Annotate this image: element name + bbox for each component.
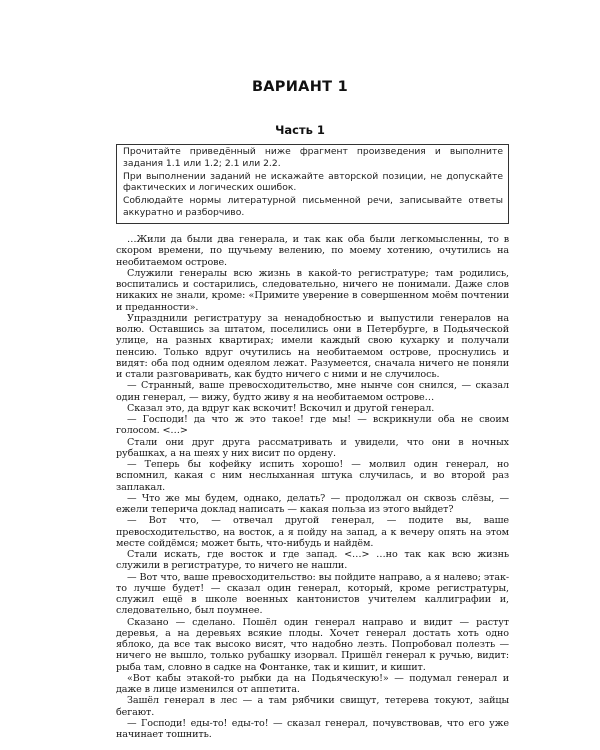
instruction-text: При выполнении заданий не искажайте авторской позиции, не допускайте фактических и логических ошибок. — [123, 170, 503, 194]
paragraph: …Жили да были два генерала, и так как оба были легкомысленны, то в скором времени, по щучьему велению, по моему хотению, очутились на необитаемом острове. — [116, 234, 509, 268]
paragraph: — Господи! еды-то! еды-то! — сказал генерал, почувствовав, что его уже начинает тошнить. — [116, 717, 509, 740]
paragraph: — Господи! да что ж это такое! где мы! — вскрикнули оба не своим голосом. <…> — [116, 414, 509, 437]
paragraph: Стали они друг друга рассматривать и увидели, что они в ночных рубашках, а на шеях у них висит по ордену. — [116, 436, 509, 459]
paragraph: Служили генералы всю жизнь в какой-то регистратуре; там родились, воспитались и состарились, следовательно, ничего не понимали. Даже слов никаких не знали, кроме: «Примите уверение в совершенном моём почтении и преданности». — [116, 267, 509, 313]
paragraph: Упразднили регистратуру за ненадобностью и выпустили генералов на волю. Оставшись за штатом, поселились они в Петербурге, в Подьяческой улице, на разных квартирах; имели каждый свою кухарку и получали пенсию. Только вдруг очутились на необитаемом острове, проснулись и видят: оба под одним одеялом лежат. Разумеется, сначала ничего не поняли и стали разговаривать, как будто ничего с ними и не случилось. — [116, 312, 509, 380]
paragraph: Стали искать, где восток и где запад. <…> …но так как всю жизнь служили в регистратуре, то ничего не нашли. — [116, 549, 509, 572]
paragraph: Зашёл генерал в лес — а там рябчики свищут, тетерева токуют, зайцы бегают. — [116, 695, 509, 718]
instruction-text: Прочитайте приведённый ниже фрагмент произведения и выполните задания 1.1 или 1.2; 2.1 или 2.2. — [123, 146, 503, 169]
paragraph: «Вот кабы этакой-то рыбки да на Подьяческую!» — подумал генерал и даже в лице изменился от аппетита. — [116, 672, 509, 695]
paragraph: Сказал это, да вдруг как вскочит! Вскочил и другой генерал. — [127, 402, 435, 414]
part-title: Часть 1 — [275, 123, 325, 137]
paragraph: — Вот что, ваше превосходительство: вы пойдите направо, а я налево; этак-то лучше будет! — сказал один генерал, который, кроме регистратуры, служил ещё в школе военных кантонистов учителем каллиграфии и, следовательно, был поумнее. — [116, 571, 509, 617]
paragraph: — Странный, ваше превосходительство, мне нынче сон снился, — сказал один генерал, — вижу, будто живу я на необитаемом острове… — [116, 380, 509, 403]
paragraph: — Теперь бы кофейку испить хорошо! — молвил один генерал, но вспомнил, какая с ним неслыханная штука случилась, и во второй раз заплакал. — [116, 459, 509, 493]
paragraph: — Вот что, — отвечал другой генерал, — подите вы, ваше превосходительство, на восток, а я пойду на запад, а к вечеру опять на этом месте сойдёмся; может быть, что-нибудь и найдём. — [116, 515, 509, 549]
instruction-text: Соблюдайте нормы литературной письменной речи, записывайте ответы аккуратно и разборчиво. — [123, 195, 503, 218]
paragraph: — Что же мы будем, однако, делать? — продолжал он сквозь слёзы, — ежели теперича доклад написать — какая польза из этого выйдет? — [116, 492, 509, 515]
variant-title: ВАРИАНТ 1 — [251, 79, 349, 95]
instructions-box — [116, 144, 509, 224]
paragraph: Сказано — сделано. Пошёл один генерал направо и видит — растут деревья, а на деревьях всякие плоды. Хочет генерал достать хоть одно яблоко, да все так высоко висят, что надобно лезть. Попробовал полезть — ничего не вышло, только рубашку изорвал. Пришёл генерал к ручью, видит: рыба там, словно в садке на Фонтанке, так и кишит, и кишит. — [116, 616, 509, 673]
literary-excerpt — [116, 234, 509, 740]
